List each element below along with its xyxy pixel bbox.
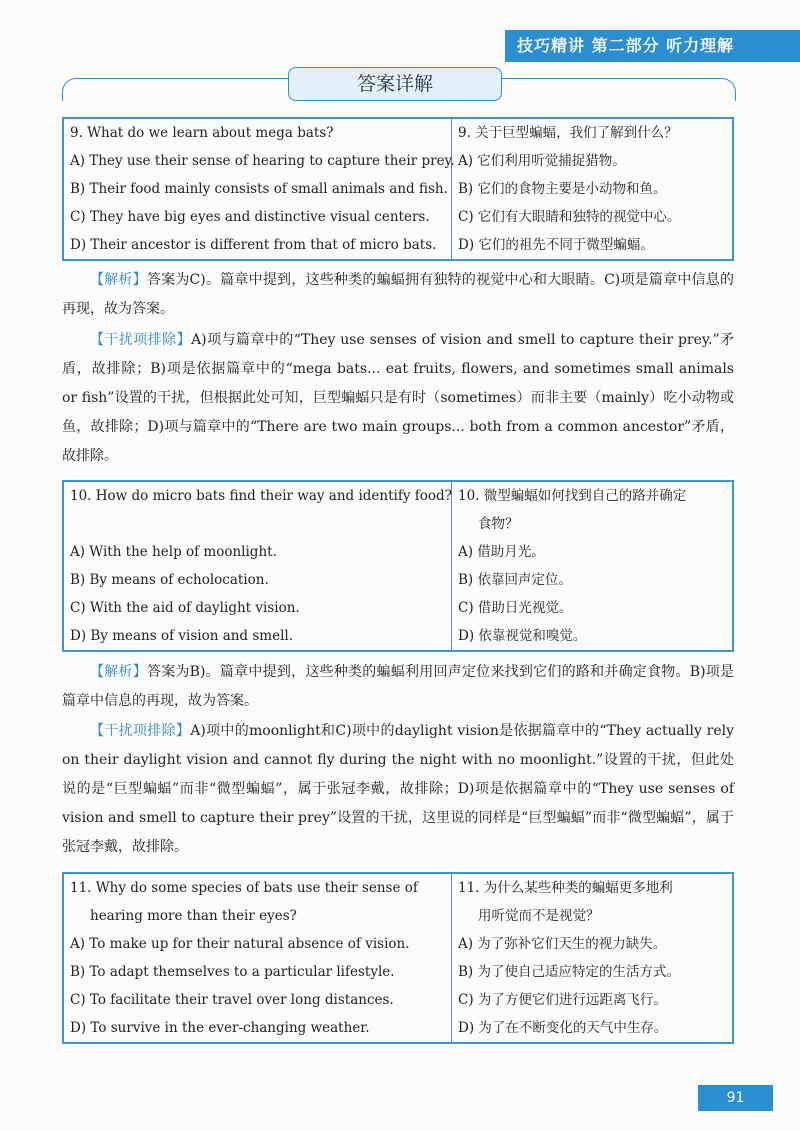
option-a: A) With the help of moonlight.: [70, 544, 277, 560]
question-text-zh: 10. 微型蝙蝠如何找到自己的路并确定: [458, 488, 687, 504]
option-b-zh: B) 它们的食物主要是小动物和鱼。: [458, 181, 667, 197]
option-c-zh: C) 借助日光视觉。: [458, 600, 573, 616]
question-text-zh-cont: 食物？: [478, 516, 519, 532]
page-number: 91: [698, 1085, 773, 1111]
option-b: B) To adapt themselves to a particular lifestyle.: [70, 964, 395, 980]
distractor-text: A)项中的moonlight和C)项中的daylight vision是依据篇章中的“They actually rely on their daylight vision and cannot fly during the night with no moonlight.”设置的干扰，但此处说的是“巨型蝙蝠”而非“微型蝙蝠”，属于张冠李戴，故排除；D)项是依据篇章中的“They use senses of vision and smell to capture their prey”设置的干扰，这里说的同样是“巨型蝙蝠”而非“微型蝙蝠”，属于张冠李戴，故排除。: [62, 723, 734, 855]
option-b: B) By means of echolocation.: [70, 572, 269, 588]
option-d-zh: D) 为了在不断变化的天气中生存。: [458, 1020, 668, 1036]
option-d-zh: D) 它们的祖先不同于微型蝙蝠。: [458, 237, 654, 253]
question-text: 10. How do micro bats find their way and identify food?: [70, 488, 452, 504]
question-9-table: [62, 117, 734, 261]
option-d: D) Their ancestor is different from that of micro bats.: [70, 237, 437, 253]
question-11-table: [62, 872, 734, 1044]
option-d: D) To survive in the ever-changing weather.: [70, 1020, 370, 1036]
question-11-chinese: [452, 873, 734, 1043]
analysis-tag: 【解析】: [90, 664, 147, 680]
option-c: C) With the aid of daylight vision.: [70, 600, 300, 616]
option-a: A) They use their sense of hearing to capture their prey.: [70, 153, 455, 169]
question-text-zh: 9. 关于巨型蝙蝠，我们了解到什么？: [458, 125, 678, 141]
question-text-zh-cont: 用听觉而不是视觉？: [478, 908, 600, 924]
question-text: 11. Why do some species of bats use their sense of: [70, 880, 418, 896]
analysis-9: [62, 266, 734, 324]
option-c: C) They have big eyes and distinctive visual centers.: [70, 209, 430, 225]
question-text-cont: hearing more than their eyes?: [90, 908, 297, 924]
option-b-zh: B) 为了使自己适应特定的生活方式。: [458, 964, 680, 980]
question-11-english: [63, 873, 452, 1043]
section-header-bar: 技巧精讲 第二部分 听力理解: [505, 30, 800, 62]
analysis-text: 答案为C)。篇章中提到，这些种类的蝙蝠拥有独特的视觉中心和大眼睛。C)项是篇章中信息的再现，故为答案。: [62, 272, 735, 317]
option-c-zh: C) 为了方便它们进行远距离飞行。: [458, 992, 667, 1008]
option-d: D) By means of vision and smell.: [70, 628, 294, 644]
question-10-english: [63, 481, 452, 651]
analysis-tag: 【解析】: [90, 272, 147, 288]
option-a-zh: A) 它们利用听觉捕捉猎物。: [458, 153, 626, 169]
option-c: C) To facilitate their travel over long distances.: [70, 992, 394, 1008]
question-9-chinese: [452, 118, 734, 260]
option-b-zh: B) 依靠回声定位。: [458, 572, 572, 588]
question-spacer: [70, 510, 445, 538]
analysis-text: 答案为B)。篇章中提到，这些种类的蝙蝠利用回声定位来找到它们的路和并确定食物。B)项是篇章中信息的再现，故为答案。: [62, 664, 735, 709]
question-text: 9. What do we learn about mega bats?: [70, 125, 334, 141]
page-title: 答案详解: [288, 67, 502, 101]
option-a-zh: A) 为了弥补它们天生的视力缺失。: [458, 936, 667, 952]
distractor-9: [62, 326, 734, 471]
question-10-chinese: [452, 481, 734, 651]
option-c-zh: C) 它们有大眼睛和独特的视觉中心。: [458, 209, 681, 225]
option-a: A) To make up for their natural absence of vision.: [70, 936, 410, 952]
analysis-10: [62, 658, 734, 716]
question-9-english: [63, 118, 455, 260]
question-text-zh: 11. 为什么某些种类的蝙蝠更多地利: [458, 880, 673, 896]
distractor-tag: 【干扰项排除】: [90, 332, 192, 348]
distractor-tag: 【干扰项排除】: [90, 723, 191, 739]
option-a-zh: A) 借助月光。: [458, 544, 545, 560]
distractor-text: A)项与篇章中的“They use senses of vision and smell to capture their prey.”矛盾，故排除；B)项是依据篇章中的“mega bats... eat fruits, flowers, and sometimes small animals or fish”设置的干扰，但根据此处可知，巨型蝙蝠只是有时（sometimes）而非主要（mainly）吃小动物或鱼，故排除；D)项与篇章中的“There are two main groups... both from a common ancestor”矛盾，故排除。: [62, 332, 734, 464]
option-d-zh: D) 依靠视觉和嗅觉。: [458, 628, 587, 644]
question-10-table: [62, 480, 734, 652]
option-b: B) Their food mainly consists of small animals and fish.: [70, 181, 448, 197]
distractor-10: [62, 717, 734, 862]
